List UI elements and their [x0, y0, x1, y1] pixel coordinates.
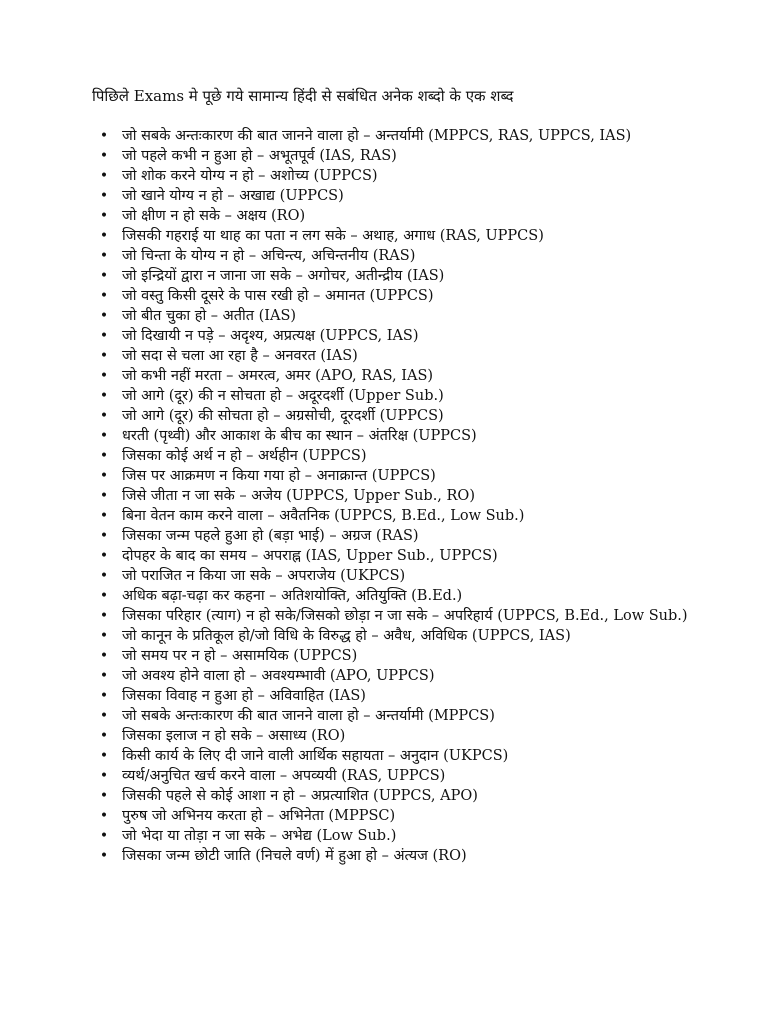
list-item [98, 266, 698, 286]
list-item [98, 686, 698, 706]
word-list [98, 126, 698, 866]
bullet-icon: • [99, 448, 109, 464]
bullet-icon: • [99, 788, 109, 804]
bullet-icon: • [99, 388, 109, 404]
list-item-text: बिना वेतन काम करने वाला – अवैतनिक (UPPCS, B.Ed., Low Sub.) [122, 508, 525, 524]
list-item [98, 706, 698, 726]
list-item [98, 586, 698, 606]
list-item-text: व्यर्थ/अनुचित खर्च करने वाला – अपव्ययी (RAS, UPPCS) [122, 768, 446, 784]
list-item-text: धरती (पृथ्वी) और आकाश के बीच का स्थान – अंतरिक्ष (UPPCS) [122, 428, 477, 444]
list-item [98, 326, 698, 346]
bullet-icon: • [99, 608, 109, 624]
list-item-text: जो सदा से चला आ रहा है – अनवरत (IAS) [122, 348, 358, 364]
list-item-text: जिसका परिहार (त्याग) न हो सके/जिसको छोड़ा न जा सके – अपरिहार्य (UPPCS, B.Ed., Low Sub.) [122, 608, 688, 624]
list-item-text: जो अवश्य होने वाला हो – अवश्यम्भावी (APO, UPPCS) [122, 668, 435, 684]
list-item [98, 386, 698, 406]
list-item-text: दोपहर के बाद का समय – अपराह्न (IAS, Upper Sub., UPPCS) [122, 548, 498, 564]
bullet-icon: • [99, 768, 109, 784]
list-item-text: जो आगे (दूर) की न सोचता हो – अदूरदर्शी (Upper Sub.) [122, 388, 444, 404]
list-item-text: जो क्षीण न हो सके – अक्षय (RO) [122, 208, 306, 224]
list-item-text: अधिक बढ़ा-चढ़ा कर कहना – अतिशयोक्ति, अतियुक्ति (B.Ed.) [122, 588, 463, 604]
list-item [98, 146, 698, 166]
list-item [98, 566, 698, 586]
list-item [98, 826, 698, 846]
list-item-text: जिसकी पहले से कोई आशा न हो – अप्रत्याशित (UPPCS, APO) [122, 788, 478, 804]
list-item [98, 546, 698, 566]
list-item [98, 626, 698, 646]
bullet-icon: • [99, 168, 109, 184]
list-item [98, 366, 698, 386]
bullet-icon: • [99, 328, 109, 344]
bullet-icon: • [99, 668, 109, 684]
bullet-icon: • [99, 688, 109, 704]
list-item [98, 246, 698, 266]
list-item-text: जो समय पर न हो – असामयिक (UPPCS) [122, 648, 358, 664]
list-item [98, 286, 698, 306]
list-item-text: जिस पर आक्रमण न किया गया हो – अनाक्रान्त (UPPCS) [122, 468, 436, 484]
bullet-icon: • [99, 628, 109, 644]
list-item-text: जो कभी नहीं मरता – अमरत्व, अमर (APO, RAS, IAS) [122, 368, 434, 384]
document-heading: पिछिले Exams मे पूछे गये सामान्य हिंदी से सबंधित अनेक शब्दो के एक शब्द [92, 87, 514, 105]
bullet-icon: • [99, 708, 109, 724]
list-item [98, 746, 698, 766]
bullet-icon: • [99, 728, 109, 744]
bullet-icon: • [99, 568, 109, 584]
bullet-icon: • [99, 748, 109, 764]
list-item-text: पुरुष जो अभिनय करता हो – अभिनेता (MPPSC) [122, 808, 396, 824]
list-item-text: जो आगे (दूर) की सोचता हो – अग्रसोची, दूरदर्शी (UPPCS) [122, 408, 444, 424]
bullet-icon: • [99, 648, 109, 664]
list-item-text: जो कानून के प्रतिकूल हो/जो विधि के विरुद्ध हो – अवैध, अविधिक (UPPCS, IAS) [122, 628, 571, 644]
list-item-text: किसी कार्य के लिए दी जाने वाली आर्थिक सहायता – अनुदान (UKPCS) [122, 748, 509, 764]
list-item-text: जिसका विवाह न हुआ हो – अविवाहित (IAS) [122, 688, 366, 704]
list-item [98, 726, 698, 746]
list-item [98, 206, 698, 226]
list-item [98, 166, 698, 186]
list-item-text: जो सबके अन्तःकारण की बात जानने वाला हो – अन्तर्यामी (MPPCS, RAS, UPPCS, IAS) [122, 128, 632, 144]
list-item-text: जो इन्द्रियों द्वारा न जाना जा सके – अगोचर, अतीन्द्रीय (IAS) [122, 268, 445, 284]
bullet-icon: • [99, 288, 109, 304]
list-item-text: जो खाने योग्य न हो – अखाद्य (UPPCS) [122, 188, 344, 204]
bullet-icon: • [99, 228, 109, 244]
bullet-icon: • [99, 588, 109, 604]
bullet-icon: • [99, 308, 109, 324]
list-item-text: जिसका जन्म पहले हुआ हो (बड़ा भाई) – अग्रज (RAS) [122, 528, 419, 544]
list-item [98, 486, 698, 506]
bullet-icon: • [99, 528, 109, 544]
bullet-icon: • [99, 408, 109, 424]
list-item-text: जो चिन्ता के योग्य न हो – अचिन्त्य, अचिन्तनीय (RAS) [122, 248, 416, 264]
list-item [98, 606, 698, 626]
list-item-text: जो पहले कभी न हुआ हो – अभूतपूर्व (IAS, RAS) [122, 148, 397, 164]
list-item-text: जो दिखायी न पड़े – अदृश्य, अप्रत्यक्ष (UPPCS, IAS) [122, 328, 419, 344]
bullet-icon: • [99, 268, 109, 284]
bullet-icon: • [99, 548, 109, 564]
list-item-text: जो भेदा या तोड़ा न जा सके – अभेद्य (Low Sub.) [122, 828, 397, 844]
list-item-text: जो वस्तु किसी दूसरे के पास रखी हो – अमानत (UPPCS) [122, 288, 434, 304]
list-item-text: जिसका कोई अर्थ न हो – अर्थहीन (UPPCS) [122, 448, 367, 464]
list-item [98, 126, 698, 146]
list-item-text: जिसका जन्म छोटी जाति (निचले वर्ण) में हुआ हो – अंत्यज (RO) [122, 848, 467, 864]
list-item [98, 186, 698, 206]
list-item-text: जिसका इलाज न हो सके – असाध्य (RO) [122, 728, 346, 744]
list-item [98, 466, 698, 486]
list-item [98, 526, 698, 546]
list-item [98, 666, 698, 686]
list-item [98, 766, 698, 786]
list-item-text: जो शोक करने योग्य न हो – अशोच्य (UPPCS) [122, 168, 378, 184]
bullet-icon: • [99, 828, 109, 844]
list-item [98, 446, 698, 466]
list-item [98, 646, 698, 666]
list-item-text: जिसे जीता न जा सके – अजेय (UPPCS, Upper Sub., RO) [122, 488, 475, 504]
list-item [98, 426, 698, 446]
list-item [98, 786, 698, 806]
bullet-icon: • [99, 808, 109, 824]
list-item-text: जो बीत चुका हो – अतीत (IAS) [122, 308, 297, 324]
bullet-icon: • [99, 488, 109, 504]
list-item [98, 406, 698, 426]
bullet-icon: • [99, 848, 109, 864]
list-item [98, 506, 698, 526]
bullet-icon: • [99, 508, 109, 524]
list-item-text: जो सबके अन्तःकारण की बात जानने वाला हो – अन्तर्यामी (MPPCS) [122, 708, 495, 724]
bullet-icon: • [99, 468, 109, 484]
list-item [98, 306, 698, 326]
list-item [98, 846, 698, 866]
list-item [98, 346, 698, 366]
bullet-icon: • [99, 208, 109, 224]
bullet-icon: • [99, 428, 109, 444]
bullet-icon: • [99, 188, 109, 204]
bullet-icon: • [99, 368, 109, 384]
bullet-icon: • [99, 248, 109, 264]
list-item-text: जिसकी गहराई या थाह का पता न लग सके – अथाह, अगाध (RAS, UPPCS) [122, 228, 544, 244]
bullet-icon: • [99, 348, 109, 364]
list-item [98, 806, 698, 826]
bullet-icon: • [99, 128, 109, 144]
list-item-text: जो पराजित न किया जा सके – अपराजेय (UKPCS) [122, 568, 406, 584]
list-item [98, 226, 698, 246]
bullet-icon: • [99, 148, 109, 164]
